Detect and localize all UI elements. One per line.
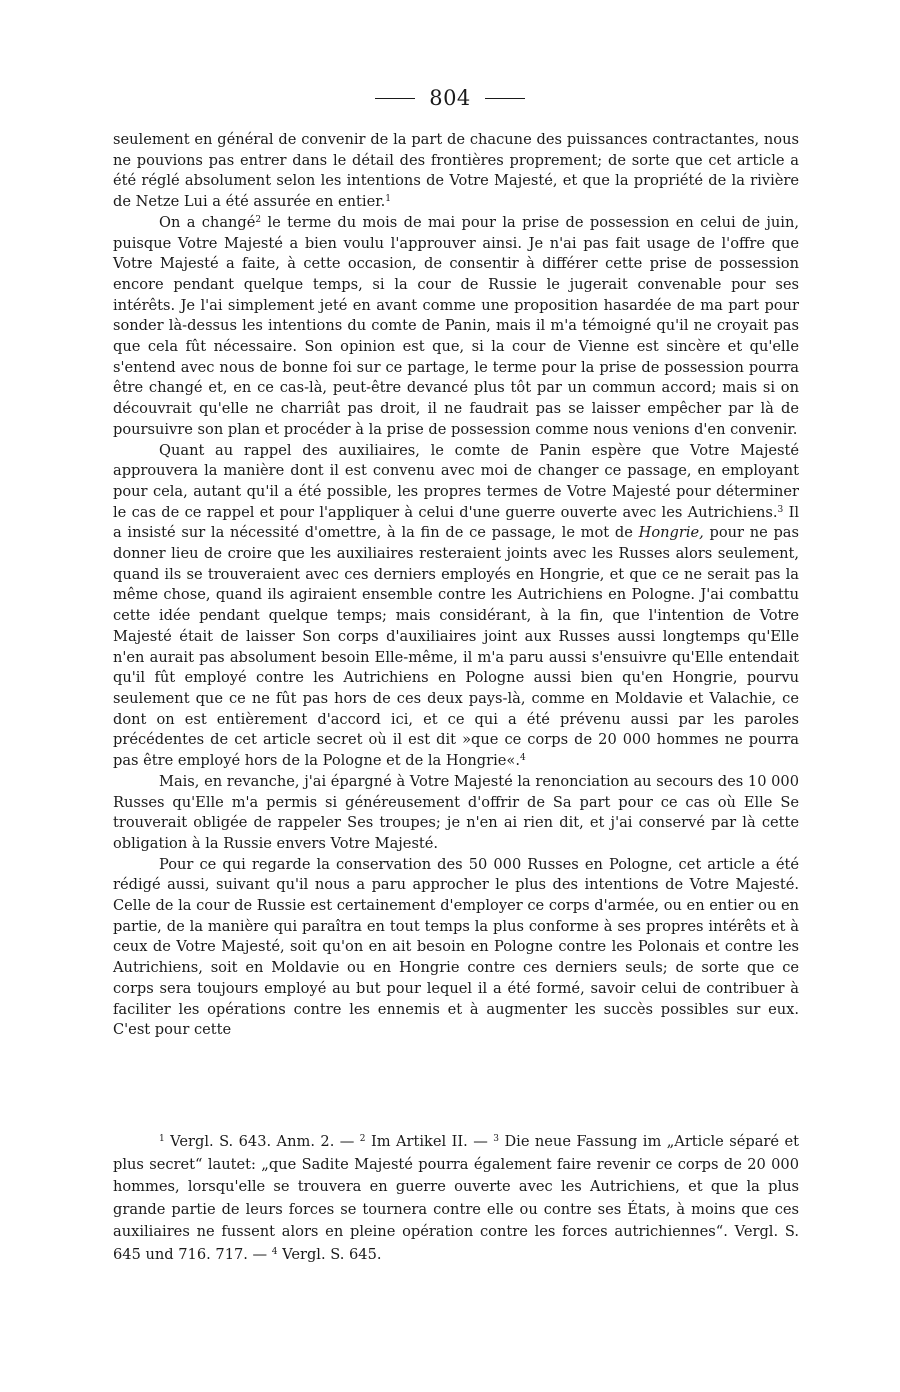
paragraph-text: Mais, en revanche, j'ai épargné à Votre Majesté la renonciation au secours des 10 000 Russes qu'Elle m'a permis si généreusement d'offrir de Sa part pour ce cas où Elle Se trouverait obligée de rappeler Ses troupes; je n'en ai rien dit, et j'ai conservé par là cette obligation à la Russie envers Votre Majesté. [113, 772, 799, 852]
paragraph [113, 441, 799, 772]
paragraph-text: Pour ce qui regarde la conservation des 50 000 Russes en Pologne, cet article a été rédigé aussi, suivant qu'il nous a paru approcher le plus des intentions de Votre Majesté. Celle de la cour de Russie est certainement d'employer ce corps d'armée, ou en entier ou en partie, de la manière qui paraîtra en tout temps la plus conforme à ses propres intérêts et à ceux de Votre Majesté, soit qu'on en ait besoin en Pologne contre les Polonais et contre les Autrichiens, soit en Moldavie ou en Hongrie contre ces derniers seuls; de sorte que ce corps sera toujours employé au but pour lequel il a été formé, savoir celui de contribuer à faciliter les opérations contre les ennemis et à augmenter les succès possibles sur eux. C'est pour cette [113, 855, 799, 1039]
paragraph-text: le terme du mois de mai pour la prise de possession en celui de juin, puisque Votre Majesté a bien voulu l'approuver ainsi. Je n'ai pas fait usage de l'offre que Votre Majesté a faite, à cette occasion, de consentir à différer cette prise de possession encore pendant quelque temps, si la cour de Russie le jugerait convenable pour ses intérêts. Je l'ai simplement jeté en avant comme une proposition hasardée de ma part pour sonder là-dessus les intentions du comte de Panin, mais il m'a témoigné qu'il ne croyait pas que cela fût nécessaire. Son opinion est que, si la cour de Vienne est sincère et qu'elle s'entend avec nous de bonne foi sur ce partage, le terme pour la prise de possession pourra être changé et, en ce cas-là, peut-être devancé plus tôt par un commun accord; mais si on découvrait qu'elle ne charriât pas droit, il ne faudrait pas se laisser empêcher par là de poursuivre son plan et procéder à la prise de possession comme nous venions d'en convenir. [113, 213, 799, 438]
paragraph-text: On a changé [159, 213, 256, 231]
footnote-marker: 3 [493, 1134, 500, 1144]
paragraph [113, 855, 799, 1041]
paragraph-text: pour ne pas donner lieu de croire que les auxiliaires resteraient joints avec les Russes alors seulement, quand ils se trouveraient avec ces derniers employés en Hongrie, et que ce ne serait pas la même chose, quand ils agiraient ensemble contre les Autrichiens en Pologne. J'ai combattu cette idée pendant quelque temps; mais considérant, à la fin, que l'intention de Votre Majesté était de laisser Son corps d'auxiliaires joint aux Russes aussi longtemps qu'Elle n'en aurait pas absolument besoin Elle-même, il m'a paru aussi s'ensuivre qu'Elle entendait qu'il fût employé contre les Autrichiens en Pologne aussi bien qu'en Hongrie, pourvu seulement que ce ne fût pas hors de ces deux pays-là, comme en Moldavie et Valachie, ce dont on est entièrement d'accord ici, et ce qui a été prévenu aussi par les paroles précédentes de cet article secret où il est dit »que ce corps de 20 000 hommes ne pourra pas être employé hors de la Pologne et de la Hongrie«. [113, 524, 800, 770]
footnote-text: Vergl. S. 643. Anm. 2. — [164, 1133, 360, 1150]
paragraph-text: Il a insisté sur la nécessité d'omettre, à la fin de ce passage, le mot de [113, 503, 799, 542]
footnote-text: Im Artikel II. — [365, 1133, 494, 1150]
page-header [0, 86, 900, 110]
paragraph [113, 213, 799, 441]
header-rule-right [485, 98, 525, 99]
paragraph-text: Quant au rappel des auxiliaires, le comte de Panin espère que Votre Majesté approuvera la manière dont il est convenu avec moi de changer ce passage, en employant pour cela, autant qu'il a été possible, les propres termes de Votre Majesté pour déterminer le cas de ce rappel et pour l'appliquer à celui d'une guerre ouverte avec les Autrichiens. [113, 441, 799, 521]
footnote-marker: 4 [271, 1246, 278, 1257]
footnote-ref: 1 [385, 194, 391, 205]
footnote-block [113, 1131, 799, 1267]
header-rule-left [375, 98, 415, 99]
footnote-text: Vergl. S. 645. [277, 1245, 382, 1263]
footnote-ref: 2 [255, 214, 262, 225]
emphasis-hongrie: Hongrie, [638, 524, 704, 542]
page-number: 804 [429, 86, 471, 110]
body-text [113, 130, 799, 1041]
footnote-ref: 3 [777, 504, 784, 515]
footnote-text: Die neue Fassung im „Article séparé et plus secret“ lautet: „que Sadite Majesté pourra également faire revenir ce corps de 20 000 hommes, lorsqu'elle se trouvera en guerre ouverte avec les Autrichiens, et que la plus grande partie de leurs forces se tournera contre elle ou contre ses États, à moins que ces auxiliaires ne fussent alors en pleine opération contre les forces autrichiennes“. Vergl. S. 645 und 716. 717. — [113, 1133, 799, 1263]
paragraph [113, 130, 799, 213]
paragraph-text: seulement en général de convenir de la part de chacune des puissances contractantes, nous ne pouvions pas entrer dans le détail des frontières proprement; de sorte que cet article a été réglé absolument selon les intentions de Votre Majesté, et que la propriété de la rivière de Netze Lui a été assurée en entier. [113, 131, 799, 211]
footnotes [113, 1131, 799, 1267]
footnote-ref: 4 [519, 753, 526, 764]
footnote-marker: 1 [159, 1134, 165, 1144]
footnote-marker: 2 [359, 1134, 366, 1144]
paragraph [113, 772, 799, 855]
